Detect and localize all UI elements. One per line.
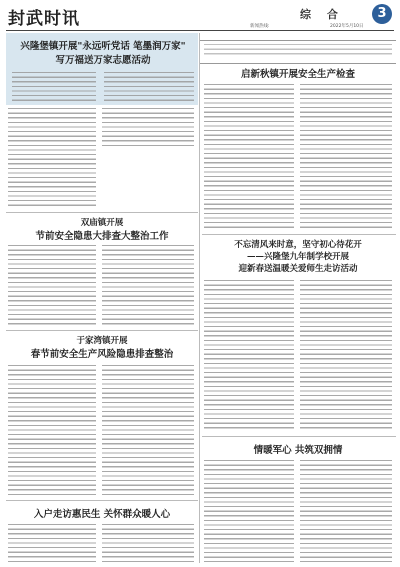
article-2-body-a bbox=[204, 84, 294, 229]
article-3-title-line1: 双庙镇开展 bbox=[80, 218, 124, 228]
rule-4 bbox=[202, 234, 396, 235]
article-4-body-a bbox=[204, 280, 294, 430]
newspaper-logo: 封武时讯 bbox=[8, 9, 80, 29]
quote-text bbox=[204, 44, 392, 58]
article-1-body-c bbox=[8, 108, 96, 208]
article-1-body-a bbox=[12, 72, 96, 102]
article-3-title-line2: 节前安全隐患大排查大整治工作 bbox=[35, 231, 169, 242]
article-6-title: 情暖军心 共筑双拥情 bbox=[253, 445, 343, 456]
article-5-body-a bbox=[8, 365, 96, 495]
article-6-body-a bbox=[204, 460, 294, 562]
article-4-body-b bbox=[300, 280, 392, 430]
article-4-title-line3: 迎新春送温暖关爱师生走访活动 bbox=[238, 264, 358, 274]
column-divider bbox=[199, 33, 200, 563]
article-1-body-d bbox=[102, 108, 194, 148]
article-5-title-line1: 于家湾镇开展 bbox=[76, 336, 128, 346]
section-name: 综 合 bbox=[300, 8, 344, 21]
masthead bbox=[0, 0, 400, 30]
article-1-title-line1: 兴隆堡镇开展"永远听党话 笔墨润万家" bbox=[20, 41, 186, 52]
article-3-body-b bbox=[102, 245, 194, 325]
article-1-title-line2: 写万福送万家志愿活动 bbox=[55, 55, 151, 66]
page-number-badge: 3 bbox=[372, 4, 392, 24]
article-6-body-b bbox=[300, 460, 392, 562]
article-3-body-a bbox=[8, 245, 96, 325]
article-1-body-b bbox=[104, 72, 194, 102]
article-5-body-b bbox=[102, 365, 194, 495]
article-7-body-b bbox=[102, 524, 194, 562]
rule-5 bbox=[202, 436, 396, 437]
article-7-title: 入户走访惠民生 关怀群众暖人心 bbox=[33, 509, 171, 520]
article-2-title: 启新秋镇开展安全生产检查 bbox=[240, 69, 355, 80]
article-4-title-line1: 不忘清风来时意，坚守初心待花开 bbox=[234, 240, 362, 250]
hotline-label: 新闻热线: bbox=[250, 24, 270, 29]
rule-1 bbox=[6, 212, 198, 213]
article-4-title-line2: ——兴隆堡九年制学校开展 bbox=[246, 252, 349, 262]
issue-date: 2022年5月10日 bbox=[330, 24, 364, 29]
rule-2 bbox=[6, 330, 198, 331]
rule-3 bbox=[6, 500, 198, 501]
article-5-title-line2: 春节前安全生产风险隐患排查整治 bbox=[30, 349, 174, 360]
article-2-body-b bbox=[300, 84, 392, 229]
masthead-rule bbox=[6, 30, 394, 31]
article-7-body-a bbox=[8, 524, 96, 562]
